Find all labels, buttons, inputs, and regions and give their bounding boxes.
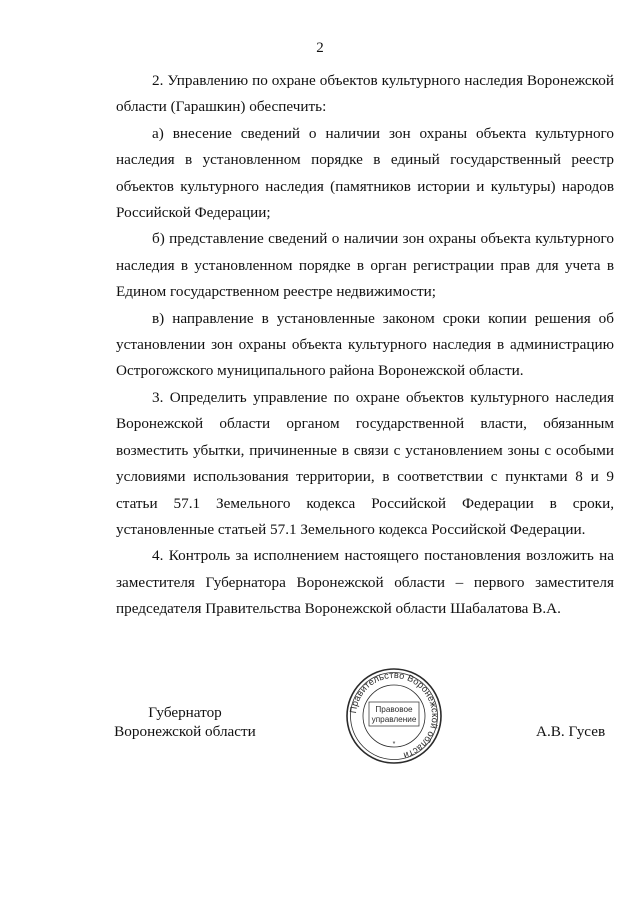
paragraph-2a: а) внесение сведений о наличии зон охраны объекта культурного наследия в установленном порядке в единый государственный реестр объектов культурного наследия (памятников истории и культуры) народов Российской Федерации; [116, 124, 614, 222]
paragraph-2: 2. Управлению по охране объектов культурного наследия Воронежской области (Гарашкин) обеспечить: [116, 72, 614, 116]
stamp-star-icon: * [392, 741, 396, 748]
paragraph-2b: б) представление сведений о наличии зон охраны объекта культурного наследия в установленном порядке в орган регистрации прав для учета в Едином государственном реестре недвижимости; [116, 230, 614, 301]
signature-block [0, 703, 640, 823]
signatory-title-line1: Губернатор [148, 704, 222, 721]
stamp-seal-icon [344, 666, 444, 766]
stamp-center-line1: Правовое [375, 705, 413, 714]
official-stamp [344, 666, 444, 766]
signatory-title-line2: Воронежской области [114, 723, 256, 740]
signatory-title [100, 703, 270, 741]
paragraph-3: 3. Определить управление по охране объектов культурного наследия Воронежской области органом государственной власти, обязанным возместить убытки, причиненные в связи с установлением зоны с особыми условиями использования территории, в соответствии с пунктами 8 и 9 статьи 57.1 Земельного кодекса Российской Федерации в сроки, установленные статьей 57.1 Земельного кодекса Российской Федерации. [116, 388, 614, 538]
signatory-name: А.В. Гусев [536, 723, 606, 740]
paragraph-2v: в) направление в установленные законом сроки копии решения об установлении зон охраны объекта культурного наследия в администрацию Острогожского муниципального района Воронежской области. [116, 309, 614, 380]
document-body [116, 68, 614, 623]
stamp-center-line2: управление [371, 715, 417, 724]
stamp-ring-text: Правительство Воронежской области [348, 669, 441, 761]
paragraph-4: 4. Контроль за исполнением настоящего постановления возложить на заместителя Губернатора Воронежской области – первого заместителя председателя Правительства Воронежской области Шабалатова В.А. [116, 547, 614, 618]
page-number: 2 [316, 40, 324, 56]
